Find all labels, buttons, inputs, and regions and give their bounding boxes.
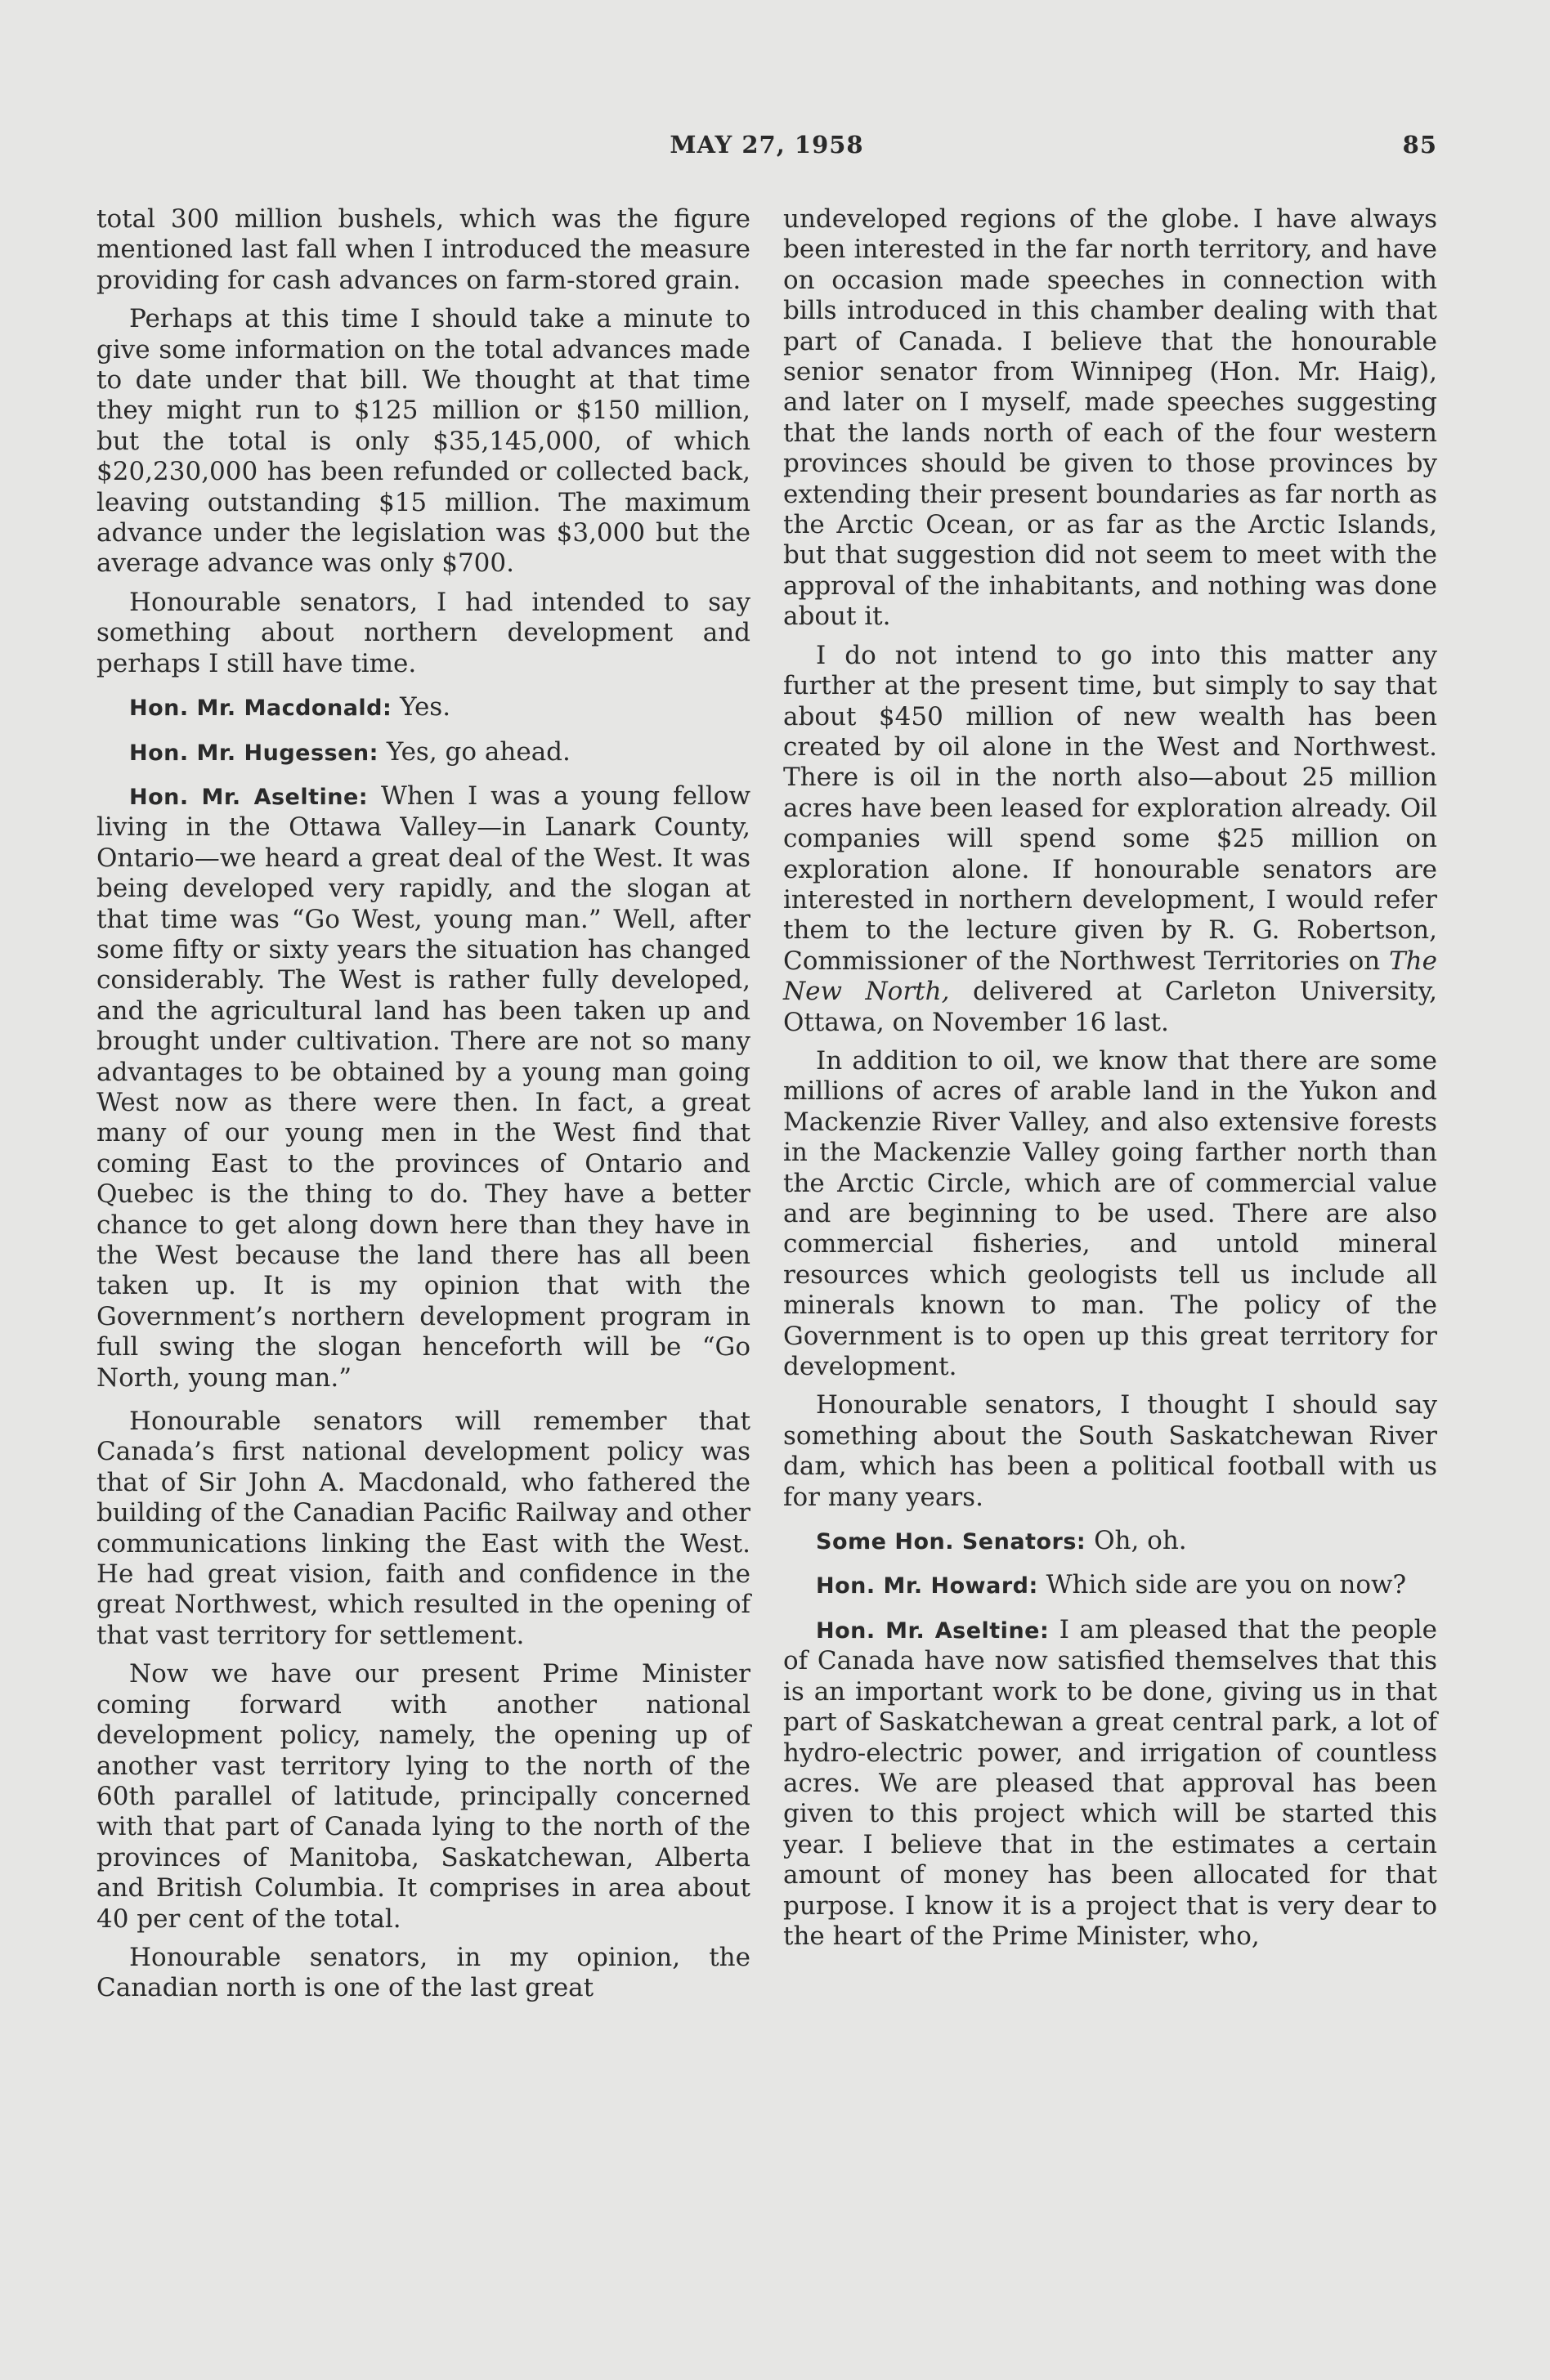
paragraph: Honourable senators, in my opinion, the Canadian north is one of the last great — [96, 1942, 750, 2003]
speech-text: Yes, go ahead. — [386, 736, 571, 767]
paragraph: In addition to oil, we know that there are some millions of acres of arable land in the Yukon and Mackenzie River Valley, and also extensive forests in the Mackenzie Valley going farther north than the Arctic Circle, which are of commercial value and are beginning to be used. There are also commercial fisheries, and untold mineral resources which geologists tell us include all minerals known to man. The policy of the Government is to open up this great territory for development. — [783, 1045, 1437, 1382]
page-header — [96, 131, 1437, 172]
speech-aseltine — [783, 1615, 1437, 1952]
speaker-name: Some Hon. Senators: — [816, 1529, 1086, 1555]
paragraph: total 300 million bushels, which was the figure mentioned last fall when I introduced the measure providing for cash advances on farm-stored grain. — [96, 204, 750, 295]
speaker-name: Hon. Mr. Howard: — [816, 1573, 1038, 1599]
speech-text: When I was a young fellow living in the Ottawa Valley—in Lanark County, Ontario—we heard a great deal of the West. It was being developed very rapidly, and the slogan at that time was “Go West, young man.” Well, after some fifty or sixty years the situation has changed considerably. The West is rather fully developed, and the agricultural land has been taken up and brought under cultivation. There are not so many advantages to be obtained by a young man going West now as there were then. In fact, a great many of our young men in the West find that coming East to the provinces of Ontario and Quebec is the thing to do. They have a better chance to get along down here than they have in the West because the land there has all been taken up. It is my opinion that with the Government’s northern development program in full swing the slogan henceforth will be “Go North, young man.” — [96, 781, 750, 1393]
speech-senators — [783, 1526, 1437, 1557]
paragraph: Perhaps at this time I should take a minute to give some information on the total advances made to date under that bill. We thought at that time they might run to $125 million or $150 million, but the total is only $35,145,000, of which $20,230,000 has been refunded or collected back, leaving outstanding $15 million. The maximum advance under the legislation was $3,000 but the average advance was only $700. — [96, 304, 750, 579]
speaker-name: Hon. Mr. Aseltine: — [129, 784, 369, 810]
speech-text: Which side are you on now? — [1046, 1570, 1407, 1600]
speaker-name: Hon. Mr. Macdonald: — [129, 696, 392, 722]
speech-hugessen — [96, 737, 750, 768]
speech-text: Yes. — [400, 692, 451, 722]
paragraph-text: delivered at Carleton University, Ottawa, on November 16 last. — [783, 977, 1437, 1037]
publication-title: The New North, — [783, 946, 1437, 1007]
paragraph: undeveloped regions of the globe. I have always been interested in the far north territory, and have on occasion made speeches in connection with bills introduced in this chamber dealing with that part of Canada. I believe that the honourable senior senator from Winnipeg (Hon. Mr. Haig), and later on I myself, made speeches suggesting that the lands north of each of the four western provinces should be given to those provinces by extending their present boundaries as far north as the Arctic Ocean, or as far as the Arctic Islands, but that suggestion did not seem to meet with the approval of the inhabitants, and nothing was done about it. — [783, 204, 1437, 632]
speech-text: Oh, oh. — [1094, 1526, 1187, 1556]
page-date: MAY 27, 1958 — [670, 131, 864, 159]
paragraph: Now we have our present Prime Minister coming forward with another national development policy, namely, the opening up of another vast territory lying to the north of the 60th parallel of latitude, principally concerned with that part of Canada lying to the north of the provinces of Manitoba, Saskatchewan, Alberta and British Columbia. It comprises in area about 40 per cent of the total. — [96, 1659, 750, 1934]
paragraph: Honourable senators will remember that Canada’s first national development policy was that of Sir John A. Macdonald, who fathered the building of the Canadian Pacific Railway and other communications linking the East with the West. He had great vision, faith and confidence in the great Northwest, which resulted in the opening of that vast territory for settlement. — [96, 1407, 750, 1650]
speech-macdonald — [96, 692, 750, 723]
speaker-name: Hon. Mr. Aseltine: — [816, 1617, 1050, 1644]
paragraph: Honourable senators, I thought I should say something about the South Saskatchewan River dam, which has been a political football with us for many years. — [783, 1390, 1437, 1512]
speaker-name: Hon. Mr. Hugessen: — [129, 740, 379, 766]
right-column — [783, 204, 1437, 1965]
speech-howard — [783, 1570, 1437, 1601]
left-column — [96, 204, 750, 2012]
speech-text: I am pleased that the people of Canada have now satisfied themselves that this is an important work to be done, giving us in that part of Saskatchewan a great central park, a lot of hydro-electric power, and irrigation of countless acres. We are pleased that approval has been given to this project which will be started this year. I believe that in the estimates a certain amount of money has been allocated for that purpose. I know it is a project that is very dear to the heart of the Prime Minister, who, — [783, 1614, 1438, 1951]
page-number: 85 — [1402, 131, 1437, 159]
paragraph — [783, 641, 1437, 1038]
paragraph: Honourable senators, I had intended to say something about northern development and perhaps I still have time. — [96, 587, 750, 678]
speech-aseltine — [96, 781, 750, 1394]
paragraph-text: I do not intend to go into this matter any further at the present time, but simply to say that about $450 million of new wealth has been created by oil alone in the West and Northwest. There is oil in the north also—about 25 million acres have been leased for exploration already. Oil companies will spend some $25 million on exploration alone. If honourable senators are interested in northern development, I would refer them to the lecture given by R. G. Robertson, Commissioner of the Northwest Territories on — [783, 640, 1437, 976]
